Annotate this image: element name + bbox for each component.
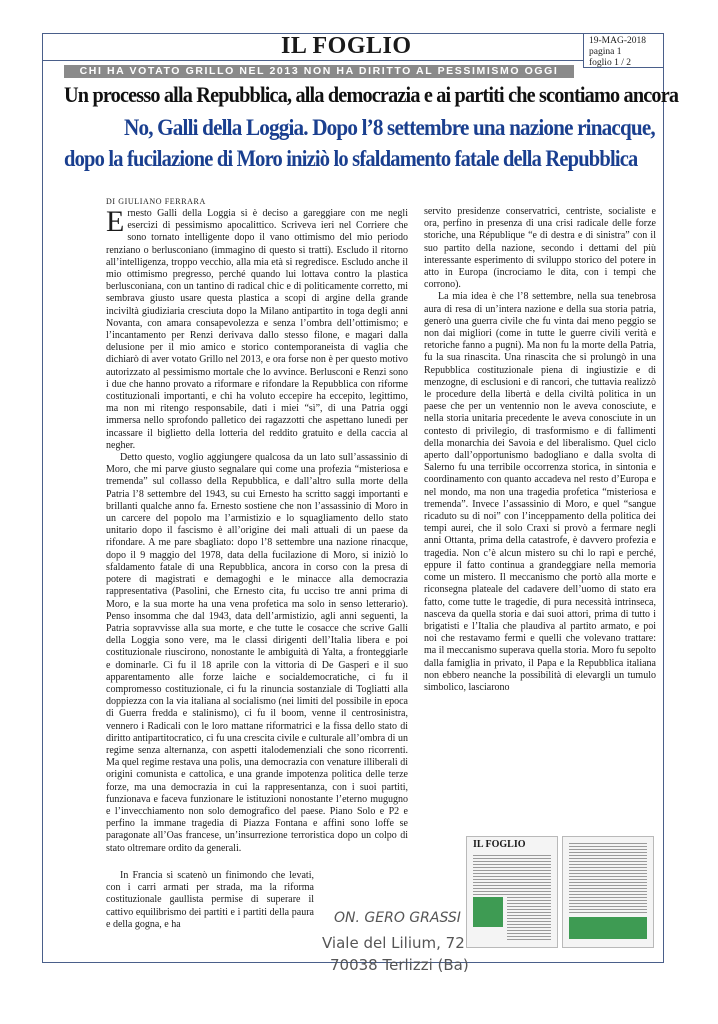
front-page-thumbnail	[466, 836, 558, 948]
paragraph-1-text: rnesto Galli della Loggia si è deciso a gareggiare con me negli esercizi di pessimismo apocalittico. Scriveva ieri nel Corriere che sono tornato intelligente dopo il vano ottimismo del mio periodo renziano o berlusconiano (immagino di questo si tratti). Escludo il ritorno all’intelligenza, troppo vecchio, alla mia età si regredisce. Escludo anche il mio ottimismo pregresso, perché quando lui lottava contro la plastica berlusconiana, con un tantino di radical chic e di politicamente corretto, mi sembrava giusto usare questa plastica a scopi di argine della grande inciviltà giudiziaria cresciuta dopo la Milano antipartito in toga degli anni Novanta, con amara consapevolezza e senza l’ombra dell’ottimismo; e l’incantamento per Renzi derivava dallo stesso filone, e magari dalla delusione per il mio amico e storico contemporaneista di vaglia che dichiarò di aver votato Grillo nel 2013, e ora forse non è per questo motivo autorizzato al pessimismo mortale che lo avvince. Berlusconi e Renzi sono i due che hanno provato a riformare e rifondare la Repubblica con riforme costituzionali importanti, e chi ha voluto eccepire ha eccepito, legittimo, ma non mi ritengo responsabile, dati i miei “sì”, di una Patria oggi immersa nello sprofondo palletico dei ragazzotti che aspettano lunedì per incassare il biglietto della lotteria del reddito gratuito e della caccia al negher.	[106, 208, 408, 451]
thumbnail-brand: IL FOGLIO	[473, 839, 526, 850]
clipping-date: 19-MAG-2018	[589, 36, 646, 46]
masthead-rule	[43, 60, 583, 61]
headline-line-3: dopo la fucilazione di Moro iniziò lo sfaldamento fatale della Repubblica	[64, 146, 638, 171]
thumbnail-green-block	[473, 897, 503, 927]
headline-line-1: Un processo alla Repubblica, alla democrazia e ai partiti che scontiamo ancora	[64, 82, 679, 107]
thumbnail-green-band	[569, 917, 647, 939]
stamp-name: ON. GERO GRASSI	[334, 910, 461, 926]
masthead	[43, 33, 663, 68]
newspaper-brand: IL FOGLIO	[281, 33, 412, 59]
drop-cap: E	[106, 205, 125, 238]
stamp-street: Viale del Lilium, 72	[322, 934, 465, 952]
stamp-city: 70038 Terlizzi (Ba)	[330, 956, 469, 974]
thumbnail-text-lines	[473, 855, 551, 895]
paragraph-1	[106, 205, 408, 452]
paragraph-5: La mia idea è che l’8 settembre, nella sua tenebrosa aura di resa di un’intera nazione e della sua storia patria, generò una guerra civile che fu vinta dai meno peggio se non dai migliori (come in tutte le guerre civili verità e retoriche fanno a pugni). Ma non fu la morte della Patria, fu la sua rinascita. Una rinascita che si prolungò in una Repubblica costituzionale piena di ingiustizie e di menzogne, di esclusioni e di rancori, che tuttavia realizzò le procedure della libertà e della civiltà politica in un paese che per un ventennio non le aveva conosciute, e nella storia unitaria precedente le aveva conosciute in un contesto di privilegio, di trasformismo e di fallimenti della monarchia dei Savoia e del liberalismo. Quel ciclo aperto dall’opportunismo badogliano e dalla svolta di Salerno fu una terribile occorrenza storica, in sintonia e coordinamento con quanto accadeva nel resto d’Europa e nel mondo, ma non una tragedia profetica “misteriosa e tremenda”. Invece l’assassinio di Moro, e quel “sangue ricaduto su di noi” con l’inceppamento della politica dei tempi aurei, che il solo Craxi si provò a fermare negli anni Ottanta, prima della catastrofe, è davvero profezia e tragedia. Non c’è alcun mistero su chi lo rapì e perché, eppure il fatto continua a grandeggiare nella memoria come un mistero. Il meccanismo che portò alla morte e riconsegna plateale del cadavere dell’uomo di stato era fatto, come tutte le tragedie, di pura necessità intrinseca, nasceva da quella storia e dai suoi attori, prima di tutto i brigatisti e l’Italia che plaudiva al partito armato, e poi noi che restavamo fermi e quelli che volevano trattare: ma il meccanismo superava quella storia. Moro fu sepolto dalla famiglia in privato, il Papa e la Repubblica italiana non ebbero neanche la possibilità di elevargli un tumulo simbolico, lasciarono	[424, 291, 656, 693]
clipping-page: pagina 1	[589, 47, 622, 57]
inside-page-thumbnail	[562, 836, 654, 948]
paragraph-4: servito presidenze conservatrici, centriste, socialiste e ora, perfino in presenza di una crisi radicale delle forze storiche, una République “e di destra e di sinistra” con il suo partito della nazione, secondo i dettami del più interessante esperimento di sviluppo storico del potere in atto in Europa (incrociamo le dita, con i tempi che corrono).	[424, 206, 656, 291]
clipping-meta	[583, 34, 663, 68]
kicker-banner: CHI HA VOTATO GRILLO NEL 2013 NON HA DIRITTO AL PESSIMISMO OGGI	[64, 65, 574, 78]
thumbnail-text-lines-3	[569, 843, 647, 913]
clipping-sheet: foglio 1 / 2	[589, 58, 631, 68]
article-column-2	[424, 206, 656, 832]
headline-line-2: No, Galli della Loggia. Dopo l’8 settembre una nazione rinacque,	[124, 115, 655, 140]
article-column-1	[106, 205, 408, 866]
byline: DI GIULIANO FERRARA	[106, 197, 206, 206]
paragraph-2: Detto questo, voglio aggiungere qualcosa da un lato sull’assassinio di Moro, che mi parve giusto segnalare qui come una profezia “misteriosa e tremenda” sul collasso della Repubblica, e dall’altro sulla morte della Patria l’8 settembre del 1943, su cui Ernesto ha scritto saggi importanti e brillanti qualche anno fa. Ernesto sostiene che non l’assassinio di Moro in un carcere del popolo ma l’armistizio e lo squagliamento dello stato unitario dopo il fascismo è all’origine dei mali attuali di un paese da rifondare. A me pare sbagliato: dopo l’8 settembre una nazione rinacque, dopo il 9 maggio del 1978, data della fucilazione di Moro, si iniziò lo sfaldamento fatale di una Repubblica, ancora in corso con la presa di potere di magistrati e demagoghi e le minacce alla democrazia rappresentativa (Pasolini, che Ernesto cita, fu ucciso tre anni prima di Moro, e la sua morte ha una vena profetica ma solo in senso letterario). Penso insomma che dal 1943, data dell’armistizio, agli anni seguenti, la Patria sopravvisse alla sua morte, e che tutte le cosacce che scrive Galli della Loggia sono vere, ma le classi dirigenti dell’Italia libera e poi costituzionale riuscirono, nonostante le ambiguità di Yalta, a fronteggiarle e dominarle. Ci fu il 18 aprile con la vittoria di De Gasperi e il suo apparentamento alle forze laiche e socialdemocratiche, ci fu il compromesso costituzionale, ci fu la rinuncia sostanziale di Togliatti alla doppiezza con la via italiana al socialismo (nei limiti del possibile in epoca di Guerra fredda e stalinismo), ci fu il boom, venne il centrosinistra, vennero i Radicali con le loro mattane riformatrici e la fissa dello stato di diritto antipartitocratico, ci fu una crescita civile e culturale all’ombra di un regime senza alternanza, con aspetti italodemenziali che sono ricorrenti. Ma quel regime restava una polis, una democrazia con venature illiberali di origini comunista e cattolica, e una grande impotenza politica delle terze forze, ma una democrazia in cui la rappresentanza, con i suoi partiti, funzionava e faceva funzionare le istituzioni nonostante l’eterno mugugno e l’invecchiamento non solo demografico del paese. Piano Solo e P2 e perfino la immane tragedia di Piazza Fontana e affini sono loffe se paragonate all’Oas francese, un’insurrezione terroristica dopo un colpo di stato oltremare ordito da generali.	[106, 452, 408, 854]
paragraph-3: In Francia si scatenò un finimondo che levati, con i carri armati per strada, ma la riforma costituzionale gaullista permise di superare il cattivo equilibrismo dei partiti e i partiti della paura e della gogna, e ha	[106, 870, 314, 930]
article-column-1-tail	[106, 870, 314, 936]
thumbnail-text-lines-2	[507, 897, 551, 941]
